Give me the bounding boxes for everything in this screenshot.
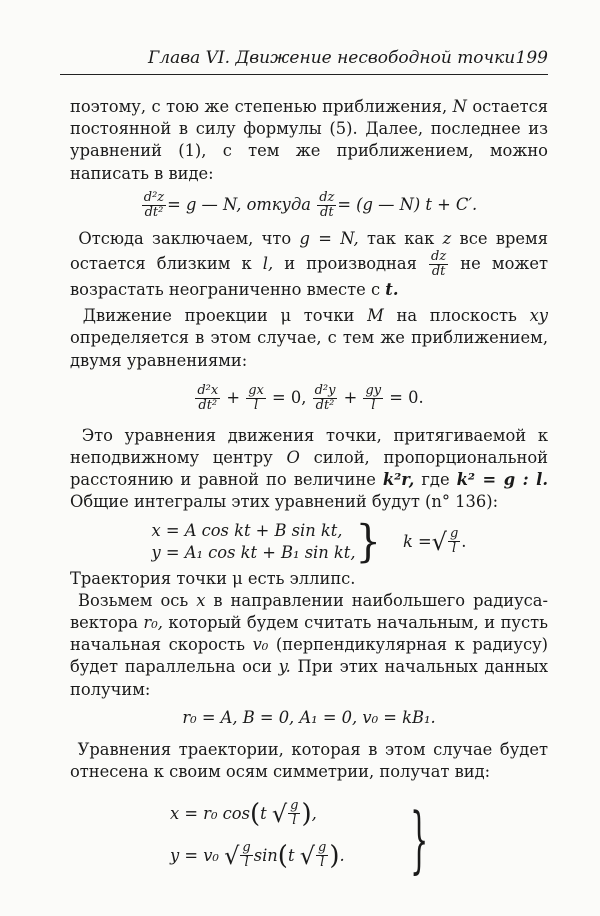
equation-5: x = r₀ cos ( t √ $\frac{g}{l}$ ) , y = v₀ √ $\frac{g}{l}$ sin ( t √ $\frac{g}{l}$ ) . } (170, 797, 429, 882)
paragraph-3: Движение проекции μ точки M на плоскость xy определяется в этом случае, с тем же приближением, двумя уравнениями: (70, 306, 548, 370)
text-body (70, 96, 548, 885)
equation-2: $\frac{\text{d²x}}{\text{dt²}}$ + $\frac{gx}{l}$ = 0, $\frac{\text{d²y}}{\text{dt²}}$ + $\frac{gy}{l}$ = 0. (197, 382, 424, 413)
paragraph-7: Уравнения траектории, которая в этом случае будет отнесена к своим осям симметрии, получат вид: (70, 740, 548, 782)
paragraph-2: Отсюда заключаем, что g = N, так как z все время остается близким к l, и производная $\frac{dz}{dt}$ не может возрастать неограниченно вместе с t. (70, 228, 548, 300)
paragraph-1: поэтому, с тою же степенью приближения, N остается постоянной в силу формулы (5). Далее, последнее из уравнений (1), с тем же приближением, можно написать в виде: (70, 97, 549, 183)
header-rule (60, 74, 548, 75)
paragraph-4: Это уравнения движения точки, притягиваемой к неподвижному центру O силой, пропорциональной расстоянию и равной по величине k²r, где k² = g : l. Общие интегралы этих уравнений будут (n° 136): (70, 425, 548, 512)
paragraph-5: Траектория точки μ есть эллипс. (70, 568, 356, 588)
chapter-title: Глава VI. Движение несвободной точки (148, 48, 516, 68)
page-number: 199 (515, 48, 548, 68)
paragraph-6: Возьмем ось x в направлении наибольшего радиуса-вектора r₀, который будем считать начальным, и пусть начальная скорость v₀ (перпендикулярная к радиусу) будет параллельна оси y. При этих начальных данных получим: (70, 590, 549, 699)
equation-4: r₀ = A, B = 0, A₁ = 0, v₀ = kB₁. (182, 707, 436, 727)
equation-1: $\frac{\text{d²z}}{\text{dt²}}$ = g — N, откуда $\frac{dz}{dt}$ = (g — N) t + C′. (143, 189, 478, 220)
equation-3: x = A cos kt + B sin kt, y = A₁ cos kt + B₁ sin kt, } k = √ $\frac{g}{l}$ . (151, 516, 467, 567)
running-header (60, 48, 548, 72)
